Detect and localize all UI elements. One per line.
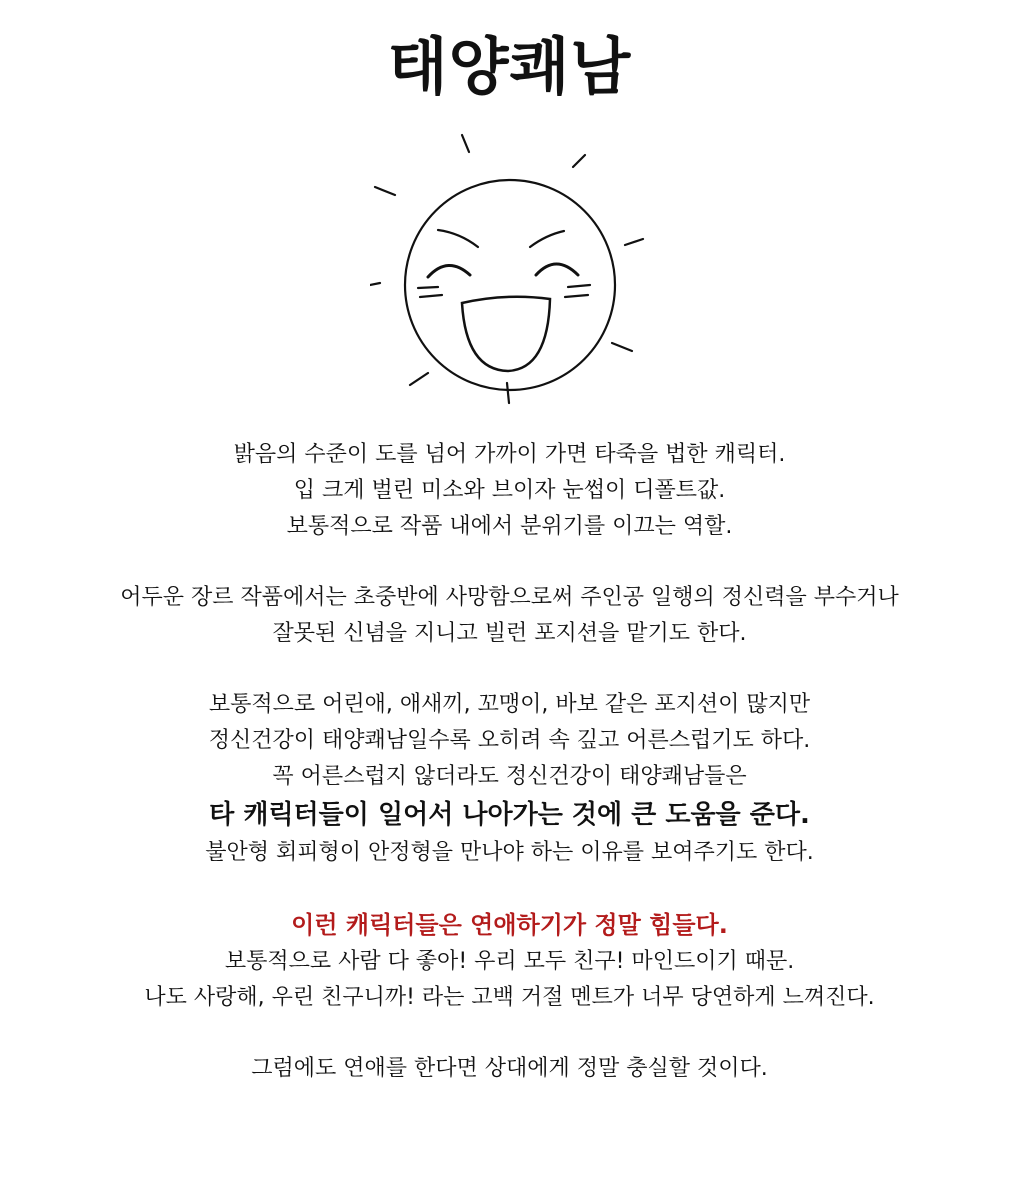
text-line: 보통적으로 어린애, 애새끼, 꼬맹이, 바보 같은 포지션이 많지만: [208, 692, 811, 717]
emphasis-line: 타 캐릭터들이 일어서 나아가는 것에 큰 도움을 준다.: [209, 800, 810, 830]
description-text: [0, 437, 1019, 1087]
sun-ray: [375, 187, 395, 195]
right-blush: [568, 285, 590, 287]
sun-ray: [370, 283, 380, 287]
paragraph-romance: [0, 906, 1019, 1016]
text-line: 정신건강이 태양쾌남일수록 오히려 속 깊고 어른스럽기도 하다.: [208, 728, 811, 753]
sun-ray: [612, 343, 632, 351]
highlight-line: 이런 캐릭터들은 연애하기가 정말 힘들다.: [291, 911, 728, 939]
sun-ray: [573, 155, 585, 167]
smiling-sun-icon: [370, 125, 650, 415]
text-line: 그럼에도 연애를 한다면 상대에게 정말 충실할 것이다.: [251, 1056, 768, 1081]
text-line: 입 크게 벌린 미소와 브이자 눈썹이 디폴트값.: [293, 478, 726, 503]
text-line: 밝음의 수준이 도를 넘어 가까이 가면 타죽을 법한 캐릭터.: [233, 442, 786, 467]
left-blush: [418, 287, 438, 288]
text-line: 보통적으로 사람 다 좋아! 우리 모두 친구! 마인드이기 때문.: [224, 949, 795, 974]
page-title: 태양쾌남: [387, 30, 632, 103]
right-eyebrow: [530, 231, 564, 247]
text-line: 보통적으로 작품 내에서 분위기를 이끄는 역할.: [286, 514, 733, 539]
paragraph-closing: [0, 1051, 1019, 1087]
text-line: 나도 사랑해, 우린 친구니까! 라는 고백 거절 멘트가 너무 당연하게 느껴진다.: [144, 985, 875, 1010]
text-line: 꼭 어른스럽지 않더라도 정신건강이 태양쾌남들은: [272, 764, 747, 789]
text-line: 불안형 회피형이 안정형을 만나야 하는 이유를 보여주기도 한다.: [205, 840, 814, 865]
left-blush: [420, 295, 442, 297]
text-line: 잘못된 신념을 지니고 빌런 포지션을 맡기도 한다.: [272, 621, 747, 646]
sun-ray: [462, 135, 469, 152]
paragraph-dark-genre: [0, 580, 1019, 652]
right-eye: [536, 264, 578, 275]
open-mouth: [462, 297, 550, 371]
sun-ray: [410, 373, 428, 385]
left-eye: [428, 265, 470, 277]
sun-ray: [625, 239, 643, 245]
left-eyebrow: [438, 230, 478, 247]
paragraph-intro: [0, 437, 1019, 545]
right-blush: [565, 295, 588, 297]
sun-ray: [507, 383, 509, 403]
paragraph-position: [0, 687, 1019, 871]
text-line: 어두운 장르 작품에서는 초중반에 사망함으로써 주인공 일행의 정신력을 부수거나: [120, 585, 899, 610]
